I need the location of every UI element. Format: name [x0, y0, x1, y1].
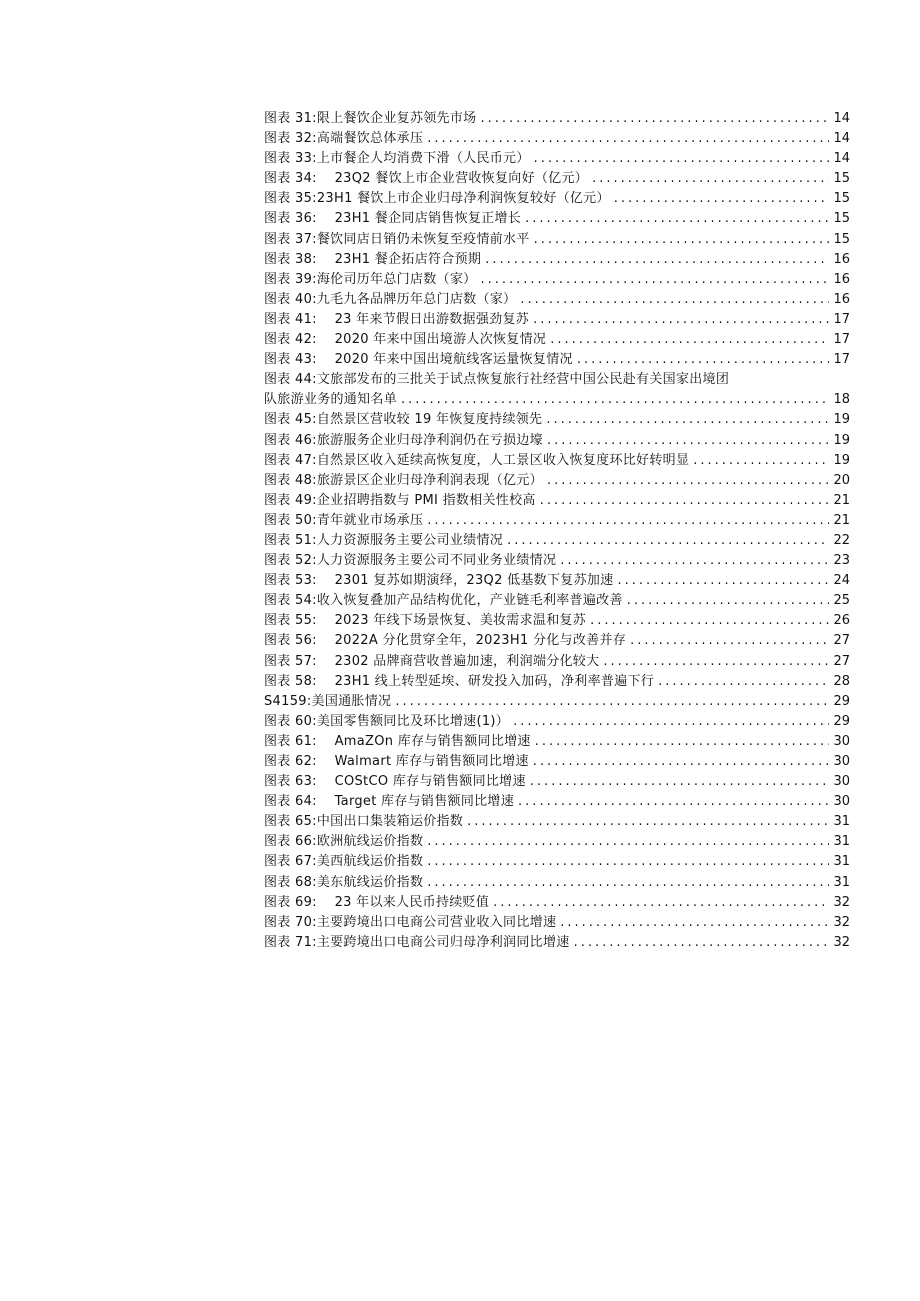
toc-entry[interactable]: [264, 692, 850, 712]
toc-entry-label: 图表 45:自然景区营收较 19 年恢复度持续领先: [264, 412, 543, 428]
toc-entry-leader-dots: [513, 712, 829, 732]
toc-entry-label: 图表 62: Walmart 库存与销售额同比增速: [264, 754, 529, 769]
toc-entry-label: 图表 61: AmaZOn 库存与销售额同比增速: [264, 733, 531, 749]
toc-entry[interactable]: [264, 410, 850, 430]
toc-entry-leader-dots: [518, 792, 829, 812]
toc-entry-leader-dots: [590, 611, 829, 631]
toc-entry-page-number: 21: [833, 492, 850, 508]
toc-entry-page-number: 19: [833, 452, 850, 468]
toc-entry-leader-dots: [427, 511, 829, 531]
toc-entry-label: 图表 52:人力资源服务主要公司不同业务业绩情况: [264, 553, 557, 569]
toc-entry[interactable]: [264, 270, 850, 290]
toc-entry-leader-dots: [547, 431, 829, 451]
toc-entry-leader-dots: [480, 109, 829, 129]
toc-entry-page-number: 16: [833, 251, 850, 267]
toc-entry-page-number: 26: [833, 613, 850, 629]
toc-entry[interactable]: [264, 672, 850, 692]
toc-entry-leader-dots: [547, 471, 829, 491]
toc-entry-label: 图表 31:限上餐饮企业复苏领先市场: [264, 111, 477, 126]
toc-entry[interactable]: [264, 893, 850, 913]
toc-entry[interactable]: [264, 250, 850, 270]
toc-entry[interactable]: [264, 752, 850, 772]
toc-entry[interactable]: [264, 431, 850, 451]
toc-entry-page-number: 31: [833, 834, 850, 850]
toc-entry[interactable]: [264, 491, 850, 511]
toc-entry[interactable]: [264, 129, 850, 149]
toc-entry-page-number: 32: [833, 894, 850, 910]
toc-entry-label: 图表 38: 23H1 餐企拓店符合预期: [264, 251, 482, 267]
toc-entry-label: 图表 36: 23H1 餐企同店销售恢复正增长: [264, 211, 522, 227]
toc-entry-leader-dots: [658, 672, 829, 692]
toc-entry-page-number: 16: [833, 271, 850, 287]
toc-entry-leader-dots: [533, 310, 829, 330]
toc-entry-label: 图表 64: Target 库存与销售额同比增速: [264, 794, 515, 810]
toc-entry[interactable]: [264, 591, 850, 611]
toc-entry-leader-dots: [560, 551, 829, 571]
toc-entry-label: 图表 40:九毛九各品牌历年总门店数（家）: [264, 291, 517, 307]
toc-entry-label: 图表 39:海伦司历年总门店数（家）: [264, 271, 477, 287]
toc-entry-page-number: 24: [833, 573, 850, 589]
toc-entry-label: 图表 50:青年就业市场承压: [264, 512, 424, 528]
toc-entry-page-number: 32: [833, 934, 850, 950]
toc-entry-page-number: 23: [833, 553, 850, 569]
toc-entry[interactable]: [264, 350, 850, 370]
toc-entry-leader-dots: [427, 129, 829, 149]
toc-entry-leader-dots: [546, 410, 829, 430]
toc-entry-page-number: 31: [833, 814, 850, 830]
toc-entry-label: S4159:美国通胀情况: [264, 693, 392, 709]
toc-entry-page-number: 19: [833, 432, 850, 448]
toc-entry-page-number: 15: [833, 231, 850, 247]
toc-entry-leader-dots: [525, 209, 829, 229]
toc-entry-leader-dots: [630, 631, 829, 651]
toc-entry-leader-dots: [534, 230, 830, 250]
toc-entry[interactable]: [264, 451, 850, 471]
toc-entry[interactable]: [264, 310, 850, 330]
toc-entry[interactable]: [264, 531, 850, 551]
toc-entry-label: 图表 32:高端餐饮总体承压: [264, 131, 424, 147]
toc-entry-page-number: 15: [833, 171, 850, 187]
toc-entry-leader-dots: [507, 531, 829, 551]
toc-entry-leader-dots: [520, 290, 829, 310]
toc-entry-page-number: 14: [833, 111, 850, 126]
toc-entry-label: 图表 49:企业招聘指数与 PMI 指数相关性校高: [264, 492, 536, 508]
toc-entry-leader-dots: [617, 571, 829, 591]
toc-entry-label: 图表 41: 23 年来节假日出游数据强劲复苏: [264, 311, 530, 327]
toc-entry-leader-dots: [467, 812, 829, 832]
toc-entry[interactable]: [264, 551, 850, 571]
toc-entry-label: 图表 47:自然景区收入延续高恢复度，人工景区收入恢复度环比好转明显: [264, 452, 690, 468]
toc-entry[interactable]: [264, 390, 850, 410]
toc-entry-leader-dots: [577, 350, 830, 370]
toc-entry-page-number: 14: [833, 151, 850, 167]
toc-entry[interactable]: [264, 631, 850, 651]
toc-entry[interactable]: [264, 230, 850, 250]
toc-entry[interactable]: [264, 330, 850, 350]
toc-entry-page-number: 27: [833, 653, 850, 669]
toc-entry-label: 图表 55: 2023 年线下场景恢复、美妆需求温和复苏: [264, 613, 587, 629]
toc-entry-leader-dots: [550, 330, 829, 350]
toc-entry[interactable]: [264, 712, 850, 732]
toc-entry-label: 图表 43: 2020 年来中国出境航线客运量恢复情况: [264, 352, 573, 368]
toc-entry[interactable]: [264, 832, 850, 852]
toc-entry[interactable]: [264, 732, 850, 752]
toc-entry[interactable]: [264, 169, 850, 189]
toc-entry-leader-dots: [530, 772, 830, 792]
toc-entry-label: 图表 44:文旅部发布的三批关于试点恢复旅行社经营中国公民赴有关国家出境团: [264, 372, 730, 388]
toc-entry-label: 图表 56: 2022A 分化贯穿全年，2023H1 分化与改善并存: [264, 633, 627, 649]
toc-entry[interactable]: [264, 652, 850, 672]
toc-entry[interactable]: [264, 933, 850, 953]
toc-entry-label: 图表 46:旅游服务企业归母净利润仍在亏损边壕: [264, 432, 543, 448]
toc-entry-label: 图表 71:主要跨境出口电商公司归母净利润同比增速: [264, 934, 570, 950]
toc-entry-page-number: 30: [833, 794, 850, 810]
toc-entry-page-number: 19: [833, 412, 850, 428]
toc-entry-page-number: 17: [833, 332, 850, 348]
toc-entry-label: 图表 68:美东航线运价指数: [264, 874, 424, 890]
toc-entry-label: 队旅游业务的通知名单: [264, 392, 398, 408]
toc-entry-label: 图表 33:上市餐企人均消费下滑（人民币元）: [264, 151, 530, 167]
toc-entry[interactable]: [264, 571, 850, 591]
toc-entry-leader-dots: [535, 732, 830, 752]
toc-entry[interactable]: [264, 611, 850, 631]
toc-entry-page-number: 17: [833, 352, 850, 368]
toc-entry-label: 图表 34: 23Q2 餐饮上市企业营收恢复向好（亿元）: [264, 171, 589, 187]
toc-entry-leader-dots: [427, 832, 829, 852]
toc-entry-label: 图表 57: 2302 品牌商营收普遍加速，利润端分化较大: [264, 653, 600, 669]
toc-entry-page-number: 31: [833, 854, 850, 870]
toc-entry-leader-dots: [493, 893, 829, 913]
toc-entry-leader-dots: [614, 189, 830, 209]
toc-entry-label: 图表 67:美西航线运价指数: [264, 854, 424, 870]
toc-entry-page-number: 28: [833, 673, 850, 689]
toc-entry[interactable]: [264, 471, 850, 491]
toc-entry-page-number: 30: [833, 774, 850, 790]
toc-entry-leader-dots: [401, 390, 829, 410]
toc-entry[interactable]: [264, 873, 850, 893]
table-of-contents: [264, 109, 850, 953]
toc-entry-page-number: 22: [833, 532, 850, 548]
toc-entry[interactable]: [264, 852, 850, 872]
toc-entry-label: 图表 51:人力资源服务主要公司业绩情况: [264, 532, 504, 548]
toc-entry-leader-dots: [485, 250, 829, 270]
toc-entry-leader-dots: [603, 652, 829, 672]
toc-entry-leader-dots: [592, 169, 829, 189]
toc-entry-leader-dots: [627, 591, 830, 611]
toc-entry-page-number: 17: [833, 311, 850, 327]
toc-entry-label: 图表 42: 2020 年来中国出境游人次恢复情况: [264, 332, 547, 348]
toc-entry-page-number: 20: [833, 472, 850, 488]
toc-entry-page-number: 27: [833, 633, 850, 649]
toc-entry-page-number: 31: [833, 874, 850, 890]
toc-entry[interactable]: [264, 109, 850, 129]
toc-entry-label: 图表 48:旅游景区企业归母净利润表现（亿元）: [264, 472, 543, 488]
toc-entry-leader-dots: [574, 933, 830, 953]
toc-entry-leader-dots: [480, 270, 829, 290]
toc-entry-leader-dots: [427, 852, 829, 872]
toc-entry-label: 图表 53: 2301 复苏如期演绎，23Q2 低基数下复苏加速: [264, 573, 614, 589]
toc-entry-leader-dots: [540, 491, 830, 511]
toc-entry-page-number: 30: [833, 733, 850, 749]
toc-entry-leader-dots: [560, 913, 829, 933]
toc-entry-page-number: 25: [833, 593, 850, 609]
toc-entry-page-number: 29: [833, 713, 850, 729]
toc-entry[interactable]: [264, 209, 850, 229]
toc-entry-label: 图表 37:餐饮同店日销仍未恢复至疫情前水平: [264, 231, 530, 247]
toc-entry-label: 图表 35:23H1 餐饮上市企业归母净利润恢复较好（亿元）: [264, 191, 610, 207]
toc-entry-page-number: 18: [833, 392, 850, 408]
toc-entry[interactable]: [264, 189, 850, 209]
toc-entry-page-number: 15: [833, 191, 850, 207]
toc-entry[interactable]: [264, 149, 850, 169]
toc-entry-page-number: 32: [833, 914, 850, 930]
toc-entry[interactable]: [264, 290, 850, 310]
toc-entry[interactable]: [264, 772, 850, 792]
toc-entry[interactable]: [264, 370, 850, 390]
toc-entry-page-number: 29: [833, 693, 850, 709]
toc-entry-leader-dots: [693, 451, 829, 471]
toc-entry[interactable]: [264, 792, 850, 812]
toc-entry-leader-dots: [395, 692, 829, 712]
toc-entry-page-number: 15: [833, 211, 850, 227]
toc-entry-page-number: 30: [833, 754, 850, 769]
toc-entry[interactable]: [264, 812, 850, 832]
toc-entry-label: 图表 69: 23 年以来人民币持续贬值: [264, 894, 490, 910]
toc-entry-label: 图表 58: 23H1 线上转型延埃、研发投入加码，净利率普遍下行: [264, 673, 655, 689]
toc-entry-label: 图表 70:主要跨境出口电商公司营业收入同比增速: [264, 914, 557, 930]
toc-entry-leader-dots: [534, 149, 830, 169]
toc-entry-label: 图表 60:美国零售额同比及环比增速(1)）: [264, 713, 510, 729]
toc-entry-label: 图表 54:收入恢复叠加产品结构优化，产业链毛利率普遍改善: [264, 593, 623, 609]
toc-entry-label: 图表 65:中国出口集装箱运价指数: [264, 814, 464, 830]
toc-entry-label: 图表 66:欧洲航线运价指数: [264, 834, 424, 850]
toc-entry[interactable]: [264, 913, 850, 933]
toc-entry-label: 图表 63: COStCO 库存与销售额同比增速: [264, 774, 526, 790]
toc-entry-page-number: 21: [833, 512, 850, 528]
toc-entry-page-number: 16: [833, 291, 850, 307]
toc-entry-leader-dots: [533, 752, 830, 772]
toc-entry-leader-dots: [427, 873, 829, 893]
toc-entry-page-number: 14: [833, 131, 850, 147]
toc-entry[interactable]: [264, 511, 850, 531]
